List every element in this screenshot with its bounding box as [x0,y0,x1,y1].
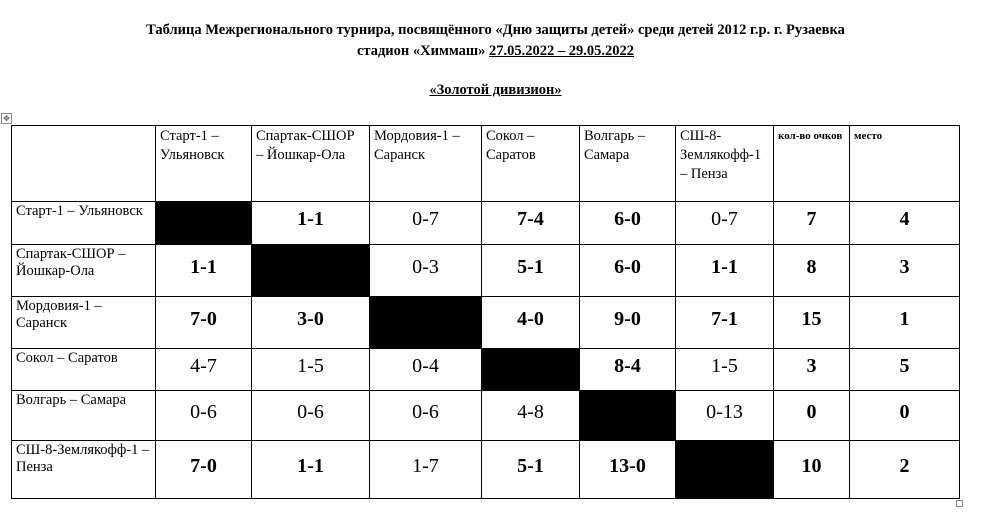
points-cell: 15 [774,297,850,349]
match-score: 3-0 [252,297,370,349]
points-header: кол-во очков [774,126,850,202]
table-row [12,297,960,349]
match-score: 5-1 [482,441,580,499]
place-cell: 3 [850,245,960,297]
corner-cell [12,126,156,202]
match-score: 7-4 [482,202,580,245]
match-score: 6-0 [580,202,676,245]
place-cell: 0 [850,391,960,441]
match-score: 0-3 [370,245,482,297]
place-cell: 4 [850,202,960,245]
points-cell: 3 [774,349,850,391]
row-team-name: Сокол – Саратов [12,349,156,391]
place-cell: 5 [850,349,960,391]
place-cell: 2 [850,441,960,499]
match-score: 1-1 [252,202,370,245]
points-cell: 8 [774,245,850,297]
match-score: 13-0 [580,441,676,499]
match-score: 0-6 [156,391,252,441]
match-score: 0-7 [676,202,774,245]
division-title: «Золотой дивизион» [429,82,562,98]
column-header: Спартак-СШОР – Йошкар-Ола [252,126,370,202]
match-score: 1-1 [156,245,252,297]
match-score: 7-1 [676,297,774,349]
match-score: 6-0 [580,245,676,297]
row-team-name: СШ-8-Землякофф-1 – Пенза [12,441,156,499]
match-score: 5-1 [482,245,580,297]
table-row [12,391,960,441]
self-match-cell [676,441,774,499]
table-row [12,245,960,297]
column-header: Мордовия-1 – Саранск [370,126,482,202]
title-line-2 [0,41,991,62]
self-match-cell [156,202,252,245]
match-score: 0-13 [676,391,774,441]
row-team-name: Мордовия-1 – Саранск [12,297,156,349]
self-match-cell [370,297,482,349]
title-line-1: Таблица Межрегионального турнира, посвящённого «Дню защиты детей» среди детей 2012 г.р. г. Рузаевка [146,22,845,38]
match-score: 0-6 [370,391,482,441]
row-team-name: Волгарь – Самара [12,391,156,441]
document-title [0,20,991,62]
row-team-name: Спартак-СШОР – Йошкар-Ола [12,245,156,297]
move-handle-icon[interactable]: ✥ [1,113,12,124]
header-row [12,126,960,202]
resize-handle-icon[interactable] [956,500,963,507]
match-score: 8-4 [580,349,676,391]
match-score: 1-7 [370,441,482,499]
title-venue: стадион «Химмаш» [356,43,486,59]
match-score: 4-7 [156,349,252,391]
match-score: 7-0 [156,441,252,499]
table-row [12,441,960,499]
self-match-cell [482,349,580,391]
column-header: Сокол – Саратов [482,126,580,202]
title-dates: 27.05.2022 – 29.05.2022 [489,43,634,59]
match-score: 0-7 [370,202,482,245]
row-team-name: Старт-1 – Ульяновск [12,202,156,245]
points-cell: 7 [774,202,850,245]
self-match-cell [580,391,676,441]
match-score: 0-6 [252,391,370,441]
column-header: СШ-8-Землякофф-1 – Пенза [676,126,774,202]
match-score: 4-8 [482,391,580,441]
tournament-table [11,125,960,499]
table-row [12,349,960,391]
points-cell: 0 [774,391,850,441]
match-score: 1-1 [676,245,774,297]
self-match-cell [252,245,370,297]
match-score: 9-0 [580,297,676,349]
match-score: 0-4 [370,349,482,391]
match-score: 7-0 [156,297,252,349]
column-header: Волгарь – Самара [580,126,676,202]
column-header: Старт-1 – Ульяновск [156,126,252,202]
place-cell: 1 [850,297,960,349]
points-cell: 10 [774,441,850,499]
table-row [12,202,960,245]
match-score: 1-5 [252,349,370,391]
match-score: 1-1 [252,441,370,499]
place-header: место [850,126,960,202]
match-score: 1-5 [676,349,774,391]
match-score: 4-0 [482,297,580,349]
